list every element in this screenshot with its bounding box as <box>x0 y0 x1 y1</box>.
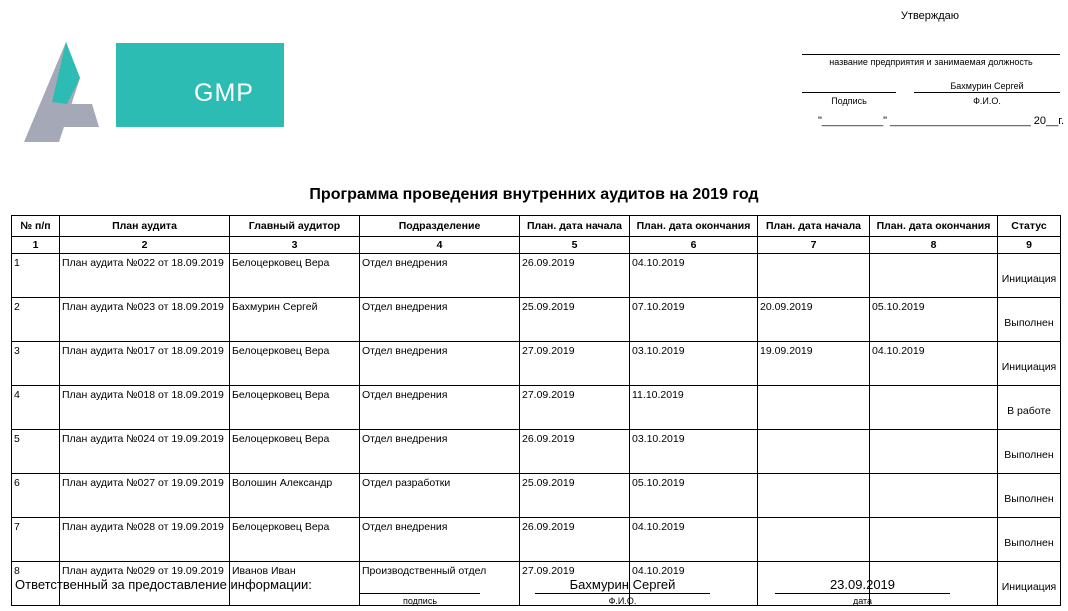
cell-lead-auditor: Белоцерковец Вера <box>230 386 360 430</box>
footer-date-caption: дата <box>852 596 873 606</box>
fio-line <box>914 92 1060 93</box>
cell-plan-end: 04.10.2019 <box>630 254 758 298</box>
cell-lead-auditor: Волошин Александр <box>230 474 360 518</box>
cell-department: Отдел внедрения <box>360 430 520 474</box>
fio-caption: Ф.И.О. <box>973 96 1001 106</box>
header-cell: План аудита <box>60 216 230 237</box>
header-row <box>12 216 1061 237</box>
cell-plan-start: 26.09.2019 <box>520 430 630 474</box>
cell-number: 7 <box>12 518 60 562</box>
header-cell: Подразделение <box>360 216 520 237</box>
cell-number: 6 <box>12 474 60 518</box>
cell-status: В работе <box>998 386 1061 430</box>
cell-department: Отдел внедрения <box>360 386 520 430</box>
cell-number: 1 <box>12 254 60 298</box>
header-cell: План. дата начала <box>520 216 630 237</box>
header-cell: Статус <box>998 216 1061 237</box>
cell-plan-end: 11.10.2019 <box>630 386 758 430</box>
column-number: 1 <box>12 237 60 254</box>
footer-date-value: 23.09.2019 <box>829 577 896 592</box>
footer-signature-caption: подпись <box>402 596 438 606</box>
cell-department: Отдел внедрения <box>360 518 520 562</box>
cell-audit-plan: План аудита №018 от 18.09.2019 <box>60 386 230 430</box>
company-logo <box>22 42 284 143</box>
cell-plan-start: 26.09.2019 <box>520 254 630 298</box>
footer-signature-line <box>360 593 480 594</box>
cell-plan-end-2: 05.10.2019 <box>870 298 998 342</box>
cell-plan-end-2 <box>870 430 998 474</box>
cell-plan-start-2 <box>758 430 870 474</box>
cell-number: 2 <box>12 298 60 342</box>
cell-plan-end-2: 04.10.2019 <box>870 342 998 386</box>
approval-date-line: "__________" _______________________ 20__г. <box>818 115 1065 127</box>
logo-mark-icon <box>22 42 122 143</box>
cell-audit-plan: План аудита №022 от 18.09.2019 <box>60 254 230 298</box>
cell-plan-end-2 <box>870 254 998 298</box>
logo-text: GMP <box>194 79 254 107</box>
cell-audit-plan: План аудита №017 от 18.09.2019 <box>60 342 230 386</box>
cell-plan-start-2 <box>758 474 870 518</box>
column-number: 9 <box>998 237 1061 254</box>
cell-department: Производственный отдел <box>360 562 520 606</box>
cell-status: Инициация <box>998 254 1061 298</box>
cell-status: Выполнен <box>998 298 1061 342</box>
cell-plan-start-2 <box>758 518 870 562</box>
signature-caption: Подпись <box>831 96 867 106</box>
cell-plan-end-2 <box>870 386 998 430</box>
cell-status: Инициация <box>998 562 1061 606</box>
cell-plan-start: 27.09.2019 <box>520 386 630 430</box>
cell-status: Выполнен <box>998 474 1061 518</box>
cell-lead-auditor: Иванов Иван <box>230 562 360 606</box>
cell-department: Отдел внедрения <box>360 298 520 342</box>
cell-plan-start: 26.09.2019 <box>520 518 630 562</box>
cell-audit-plan: План аудита №029 от 19.09.2019 <box>60 562 230 606</box>
cell-number: 4 <box>12 386 60 430</box>
footer-fio-caption: Ф.И.О. <box>608 596 637 606</box>
cell-plan-end: 04.10.2019 <box>630 562 758 606</box>
column-number: 3 <box>230 237 360 254</box>
table-row <box>12 342 1061 386</box>
cell-audit-plan: План аудита №024 от 19.09.2019 <box>60 430 230 474</box>
cell-plan-end: 04.10.2019 <box>630 518 758 562</box>
cell-status: Выполнен <box>998 518 1061 562</box>
table-row <box>12 430 1061 474</box>
header-cell: План. дата окончания <box>870 216 998 237</box>
approver-name: Бахмурин Сергей <box>950 81 1024 91</box>
cell-plan-start: 25.09.2019 <box>520 474 630 518</box>
header-cell: Главный аудитор <box>230 216 360 237</box>
org-signature-line <box>802 54 1060 55</box>
cell-lead-auditor: Белоцерковец Вера <box>230 518 360 562</box>
column-number: 7 <box>758 237 870 254</box>
cell-department: Отдел внедрения <box>360 342 520 386</box>
cell-plan-start-2 <box>758 386 870 430</box>
cell-number: 8 <box>12 562 60 606</box>
approval-title: Утверждаю <box>900 10 960 22</box>
table-row <box>12 518 1061 562</box>
cell-plan-end: 03.10.2019 <box>630 430 758 474</box>
cell-status: Выполнен <box>998 430 1061 474</box>
table-row <box>12 386 1061 430</box>
column-number: 2 <box>60 237 230 254</box>
cell-lead-auditor: Белоцерковец Вера <box>230 342 360 386</box>
footer-fio-line <box>535 593 710 594</box>
column-number: 6 <box>630 237 758 254</box>
cell-status: Инициация <box>998 342 1061 386</box>
column-number: 4 <box>360 237 520 254</box>
cell-plan-start: 25.09.2019 <box>520 298 630 342</box>
cell-audit-plan: План аудита №023 от 18.09.2019 <box>60 298 230 342</box>
cell-plan-start: 27.09.2019 <box>520 342 630 386</box>
cell-lead-auditor: Белоцерковец Вера <box>230 254 360 298</box>
cell-number: 5 <box>12 430 60 474</box>
column-number-row <box>12 237 1061 254</box>
cell-plan-start-2: 19.09.2019 <box>758 342 870 386</box>
cell-number: 3 <box>12 342 60 386</box>
cell-plan-start-2: 20.09.2019 <box>758 298 870 342</box>
table-row <box>12 474 1061 518</box>
signature-line <box>802 92 896 93</box>
cell-audit-plan: План аудита №028 от 19.09.2019 <box>60 518 230 562</box>
cell-lead-auditor: Бахмурин Сергей <box>230 298 360 342</box>
document-title: Программа проведения внутренних аудитов на 2019 год <box>309 186 759 203</box>
column-number: 8 <box>870 237 998 254</box>
table-row <box>12 298 1061 342</box>
cell-department: Отдел разработки <box>360 474 520 518</box>
table-row <box>12 254 1061 298</box>
cell-audit-plan: План аудита №027 от 19.09.2019 <box>60 474 230 518</box>
header-cell: План. дата начала <box>758 216 870 237</box>
header-cell: № п/п <box>12 216 60 237</box>
responsible-label: Ответственный за предоставление информации: <box>15 577 312 592</box>
cell-plan-start-2 <box>758 254 870 298</box>
header-cell: План. дата окончания <box>630 216 758 237</box>
cell-department: Отдел внедрения <box>360 254 520 298</box>
cell-plan-end: 07.10.2019 <box>630 298 758 342</box>
cell-plan-start: 27.09.2019 <box>520 562 630 606</box>
cell-plan-end-2 <box>870 518 998 562</box>
footer-date-line <box>775 593 950 594</box>
cell-plan-end: 03.10.2019 <box>630 342 758 386</box>
audit-table <box>11 215 1061 606</box>
cell-plan-end: 05.10.2019 <box>630 474 758 518</box>
org-caption: название предприятия и занимаемая должность <box>829 57 1033 67</box>
cell-lead-auditor: Белоцерковец Вера <box>230 430 360 474</box>
footer-fio-value: Бахмурин Сергей <box>569 577 676 592</box>
cell-plan-end-2 <box>870 474 998 518</box>
column-number: 5 <box>520 237 630 254</box>
